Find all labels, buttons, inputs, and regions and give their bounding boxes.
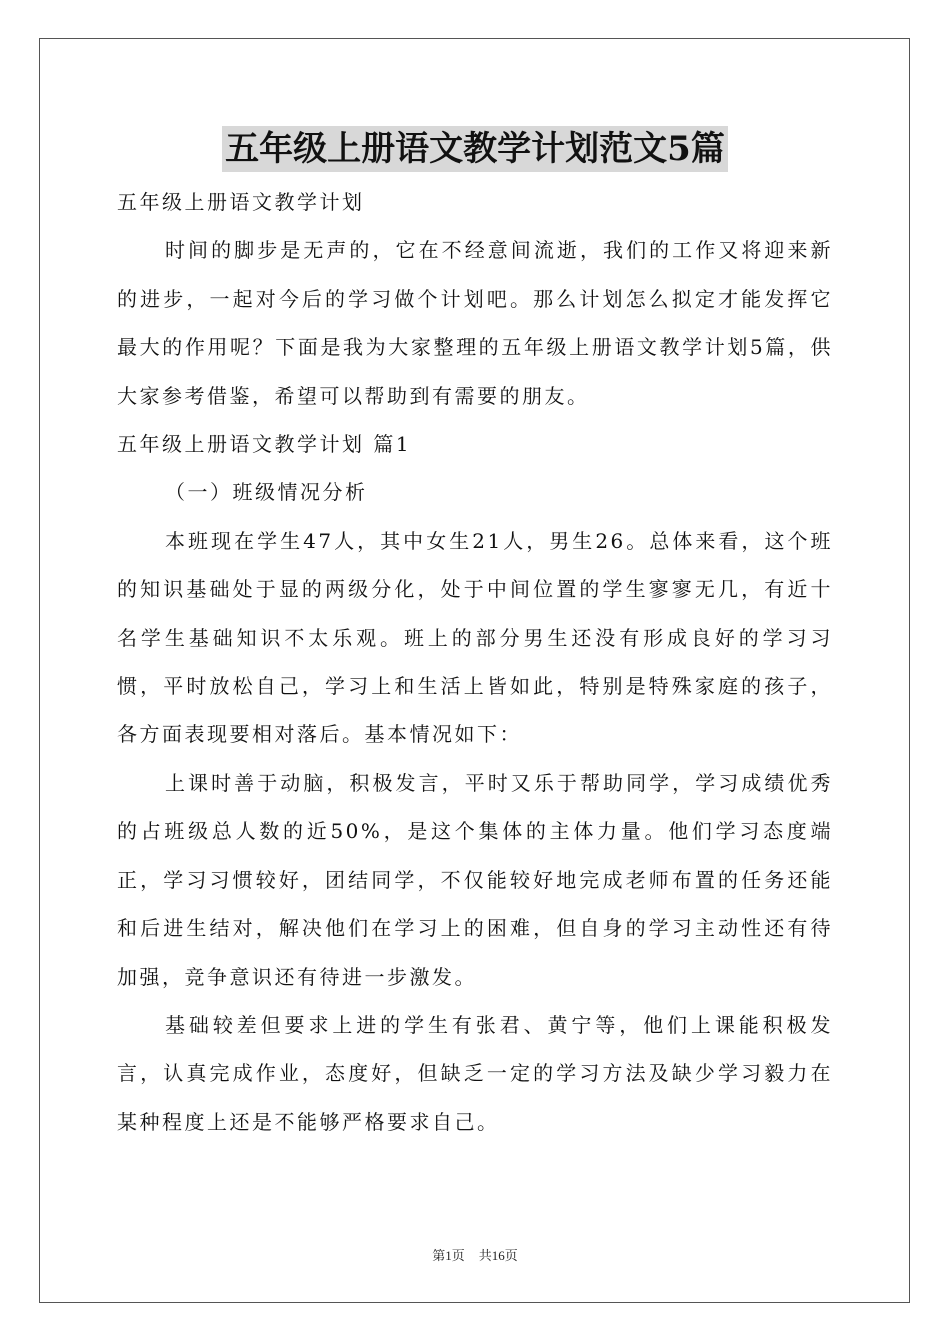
document-body <box>117 178 833 1146</box>
intro-paragraph: 时间的脚步是无声的，它在不经意间流逝，我们的工作又将迎来新的进步，一起对今后的学习做个计划吧。那么计划怎么拟定才能发挥它最大的作用呢？下面是我为大家整理的五年级上册语文教学计划5篇，供大家参考借鉴，希望可以帮助到有需要的朋友。 <box>117 238 833 408</box>
section-heading: 五年级上册语文教学计划 篇1 <box>117 432 412 457</box>
page-total: 共16页 <box>478 1248 518 1263</box>
page-footer <box>0 1247 950 1265</box>
body-paragraph-3: 基础较差但要求上进的学生有张君、黄宁等，他们上课能积极发言，认真完成作业，态度好，但缺乏一定的学习方法及缺少学习毅力在某种程度上还是不能够严格要求自己。 <box>117 1012 833 1134</box>
page-number: 第1页 <box>432 1248 465 1263</box>
body-paragraph-1: 本班现在学生47人，其中女生21人，男生26。总体来看，这个班的知识基础处于显的两级分化，处于中间位置的学生寥寥无几，有近十名学生基础知识不太乐观。班上的部分男生还没有形成良好的学习习惯，平时放松自己，学习上和生活上皆如此，特别是特殊家庭的孩子，各方面表现要相对落后。基本情况如下： <box>117 528 833 747</box>
document-title: 五年级上册语文教学计划范文5篇 <box>222 126 728 172</box>
subsection-heading: （一）班级情况分析 <box>165 480 368 505</box>
body-paragraph-2: 上课时善于动脑，积极发言，平时又乐于帮助同学，学习成绩优秀的占班级总人数的近50%，是这个集体的主体力量。他们学习态度端正，学习习惯较好，团结同学，不仅能较好地完成老师布置的任务还能和后进生结对，解决他们在学习上的困难，但自身的学习主动性还有待加强，竞争意识还有待进一步激发。 <box>117 770 833 989</box>
title-container <box>0 126 950 172</box>
document-subtitle: 五年级上册语文教学计划 <box>117 190 365 214</box>
